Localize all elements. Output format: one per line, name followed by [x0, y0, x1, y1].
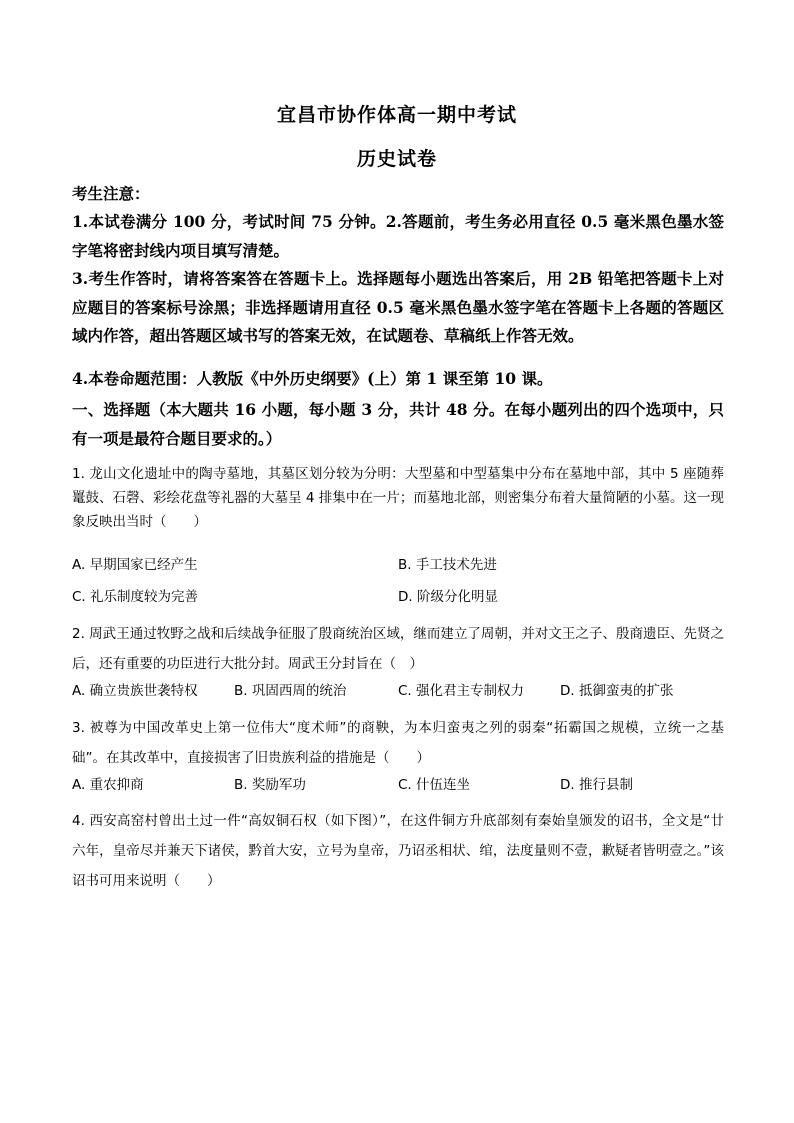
exam-subtitle: 历史试卷	[356, 148, 437, 170]
notice-item-4: 4.本卷命题范围：人教版《中外历史纲要》(上）第 1 课至第 10 课。	[72, 369, 553, 388]
question-1-stem: 1. 龙山文化遗址中的陶寺墓地，其墓区划分较为分明：大型墓和中型墓集中分布在墓地中部，其中 5 座随葬鼍鼓、石磬、彩绘花盘等礼器的大墓呈 4 排集中在一片；而墓地北部，则密集分布着大量简陋的小墓。这一现象反映出当时（ ）	[72, 466, 724, 530]
section-heading: 一、选择题（本大题共 16 小题，每小题 3 分，共计 48 分。在每小题列出的四个选项中，只有一项是最符合题目要求的。）	[72, 400, 724, 448]
question-1-option-a: A. 早期国家已经产生	[72, 557, 198, 573]
question-2-option-d: D. 抵御蛮夷的扩张	[560, 683, 674, 699]
question-3-option-b: B. 奖励军功	[234, 777, 306, 793]
question-1-options	[72, 555, 724, 575]
notice-item-3: 3.考生作答时，请将答案答在答题卡上。选择题每小题选出答案后，用 2B 铅笔把答题卡上对应题目的答案标号涂黑；非选择题请用直径 0.5 毫米黑色墨水签字笔在答题卡上各题的答题区域内作答，超出答题区域书写的答案无效，在试题卷、草稿纸上作答无效。	[72, 269, 724, 345]
question-1-option-b: B. 手工技术先进	[398, 557, 497, 573]
question-1-option-d: D. 阶级分化明显	[398, 589, 498, 605]
question-1-option-c: C. 礼乐制度较为完善	[72, 589, 199, 605]
question-2-stem: 2. 周武王通过牧野之战和后续战争征服了殷商统治区域，继而建立了周朝，并对文王之子、殷商遗臣、先贤之后，还有重要的功臣进行大批分封。周武王分封旨在（ ）	[72, 626, 724, 672]
question-2-option-a: A. 确立贵族世袭特权	[72, 683, 198, 699]
notice-heading: 考生注意：	[72, 184, 150, 203]
exam-title: 宜昌市协作体高一期中考试	[276, 104, 517, 126]
question-1-options-row2	[72, 587, 724, 607]
notice-item-1: 1.本试卷满分 100 分，考试时间 75 分钟。2.答题前，考生务必用直径 0.5 毫米黑色墨水签字笔将密封线内项目填写清楚。	[72, 212, 724, 260]
question-4-stem: 4. 西安高窑村曾出土过一件“高奴铜石权（如下图）”，在这件铜方升底部刻有秦始皇颁发的诏书，全文是“廿六年，皇帝尽并兼天下诸侯，黔首大安，立号为皇帝，乃诏丞相状、绾，法度量则不壹，歉疑者皆明壹之。”该诏书可用来说明（ ）	[72, 813, 724, 889]
question-3-option-a: A. 重农抑商	[72, 777, 144, 793]
question-2-options	[72, 681, 724, 701]
question-3-stem: 3. 被尊为中国改革史上第一位伟大“度术师”的商鞅，为本归蛮夷之列的弱秦“拓霸国之规模，立统一之基础”。在其改革中，直接损害了旧贵族利益的措施是（ ）	[72, 720, 724, 766]
question-3-option-d: D. 推行县制	[560, 777, 633, 793]
question-2-option-c: C. 强化君主专制权力	[398, 683, 525, 699]
question-3-options	[72, 775, 724, 795]
question-2-option-b: B. 巩固西周的统治	[234, 683, 347, 699]
question-3-option-c: C. 什伍连坐	[398, 777, 471, 793]
